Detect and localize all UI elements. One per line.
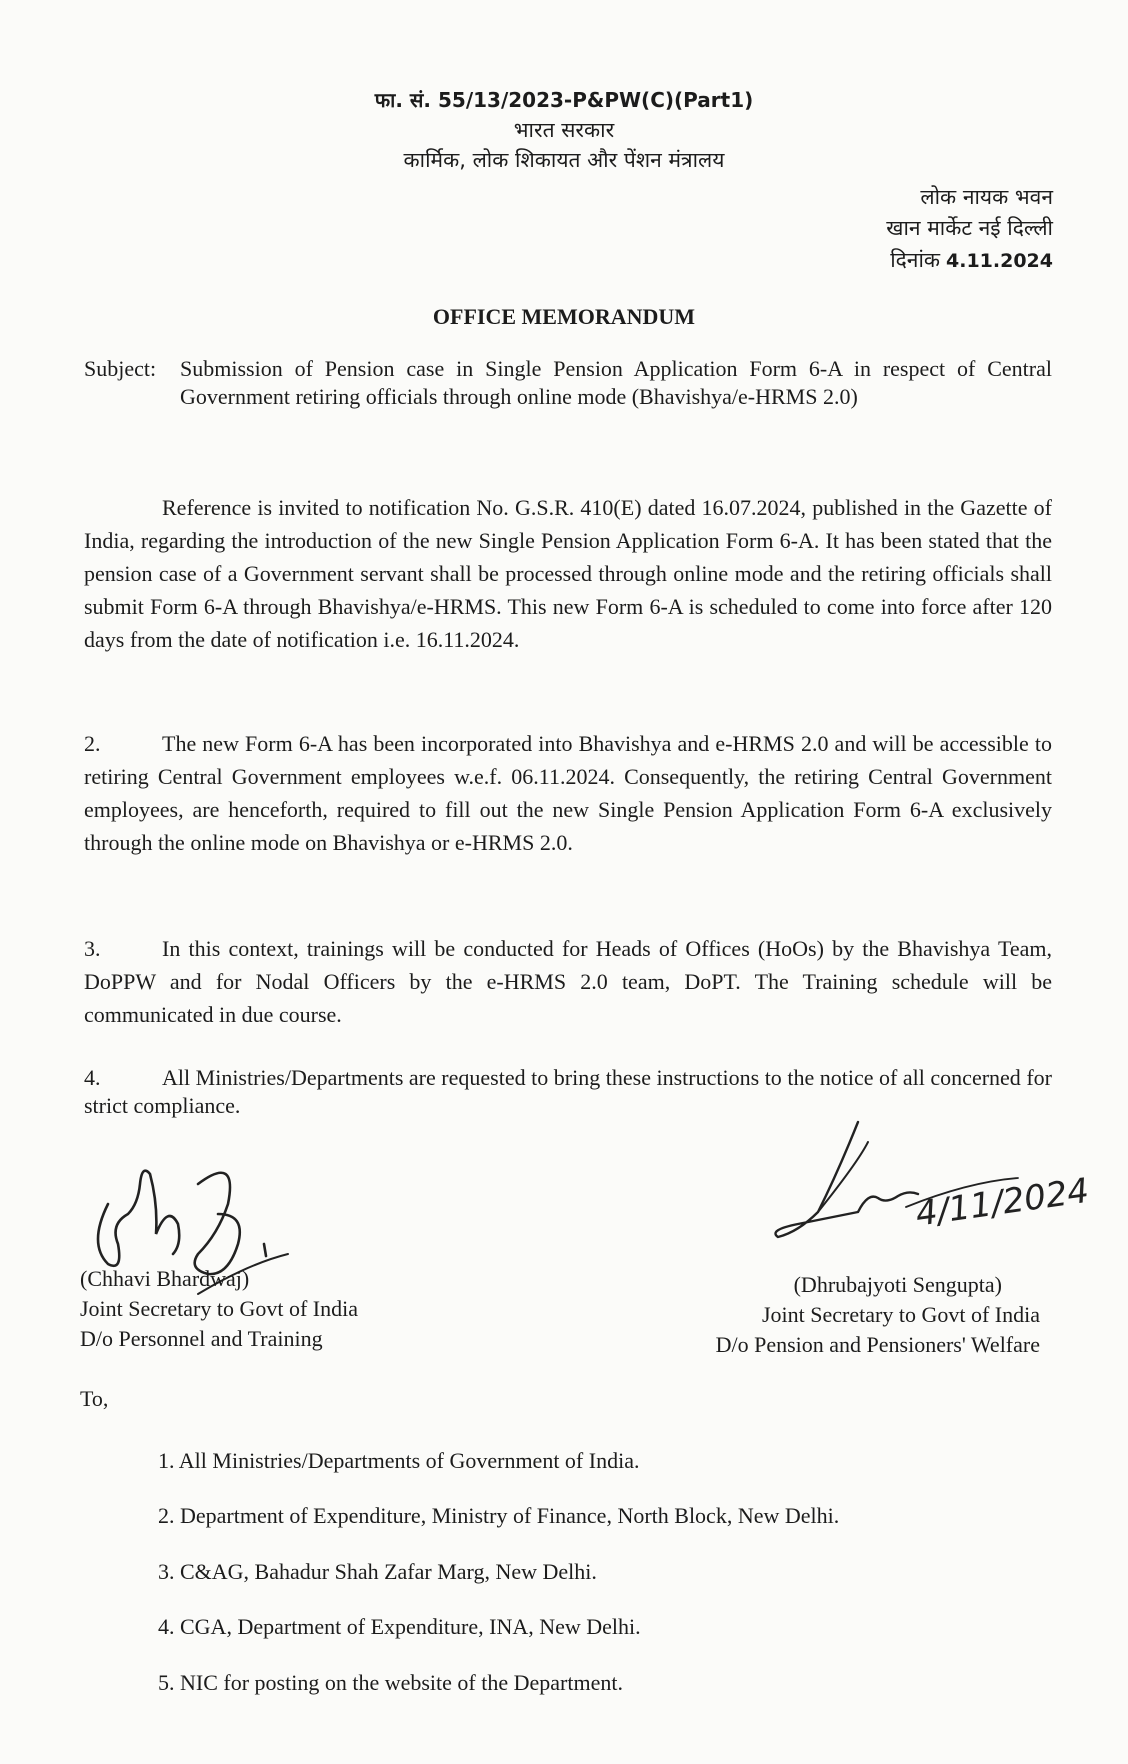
signatory-right-name: (Dhrubajyoti Sengupta)	[793, 1272, 1002, 1297]
recipient-item: 1. All Ministries/Departments of Government of India.	[158, 1448, 640, 1473]
memo-title: OFFICE MEMORANDUM	[432, 304, 696, 329]
paragraph-1: Reference is invited to notification No. G.S.R. 410(E) dated 16.07.2024, published in the Gazette of India, regarding the introduction of the new Single Pension Application Form 6-A. It has been stated that the pension case of a Government servant shall be processed through online mode and the retiring officials shall submit Form 6-A through Bhavishya/e-HRMS. This new Form 6-A is scheduled to come into force after 120 days from the date of notification i.e. 16.11.2024.	[84, 495, 1052, 652]
address-line-2: खान मार्केट नई दिल्ली	[886, 216, 1053, 240]
recipient-item: 5. NIC for posting on the website of the Department.	[158, 1670, 623, 1695]
signatory-right-department: D/o Pension and Pensioners' Welfare	[715, 1332, 1040, 1357]
subject-label: Subject:	[84, 356, 157, 381]
paragraph-number: 2.	[84, 731, 101, 756]
date-value: 4.11.2024	[946, 250, 1053, 272]
paragraph-3	[84, 932, 1052, 1031]
signatory-left-name: (Chhavi Bhardwaj)	[80, 1266, 250, 1291]
signatory-right-block	[716, 1270, 1040, 1360]
paragraph-text: All Ministries/Departments are requested to bring these instructions to the notice of all concerned for strict compliance.	[84, 1065, 1052, 1118]
paragraph-text: The new Form 6-A has been incorporated into Bhavishya and e-HRMS 2.0 and will be accessible to retiring Central Government employees w.e.f. 06.11.2024. Consequently, the retiring Central Government employees, are henceforth, required to fill out the new Single Pension Application Form 6-A exclusively through the online mode on Bhavishya or e-HRMS 2.0.	[84, 731, 1052, 855]
government-name: भारत सरकार	[513, 118, 615, 142]
signatory-left-block	[80, 1264, 358, 1354]
subject-text: Submission of Pension case in Single Pension Application Form 6-A in respect of Central Government retiring officials through online mode (Bhavishya/e-HRMS 2.0)	[180, 356, 1052, 409]
signature-right	[758, 1112, 1092, 1262]
date-label: दिनांक	[890, 248, 941, 272]
recipient-item: 2. Department of Expenditure, Ministry of Finance, North Block, New Delhi.	[158, 1503, 840, 1528]
address-line-1: लोक नायक भवन	[920, 185, 1053, 209]
signatory-left-designation: Joint Secretary to Govt of India	[80, 1296, 358, 1321]
signature-date: 4/11/2024	[913, 1170, 1092, 1235]
recipient-item: 4. CGA, Department of Expenditure, INA, New Delhi.	[158, 1614, 641, 1639]
file-number: फा. सं. 55/13/2023-P&PW(C)(Part1)	[374, 88, 754, 112]
paragraph-text: In this context, trainings will be conducted for Heads of Offices (HoOs) by the Bhavishya Team, DoPPW and for Nodal Officers by the e-HRMS 2.0 team, DoPT. The Training schedule will be communicated in due course.	[84, 936, 1052, 1027]
date-line	[890, 246, 1053, 274]
ministry-name: कार्मिक, लोक शिकायत और पेंशन मंत्रालय	[403, 148, 725, 172]
paragraph-number: 3.	[84, 936, 101, 961]
recipient-item: 3. C&AG, Bahadur Shah Zafar Marg, New Delhi.	[158, 1559, 597, 1584]
subject-block	[84, 355, 1052, 411]
signatory-right-designation: Joint Secretary to Govt of India	[762, 1302, 1040, 1327]
paragraph-2	[84, 727, 1052, 859]
paragraph-number: 4.	[84, 1065, 101, 1090]
signatory-left-department: D/o Personnel and Training	[80, 1326, 323, 1351]
to-label: To,	[80, 1386, 109, 1411]
